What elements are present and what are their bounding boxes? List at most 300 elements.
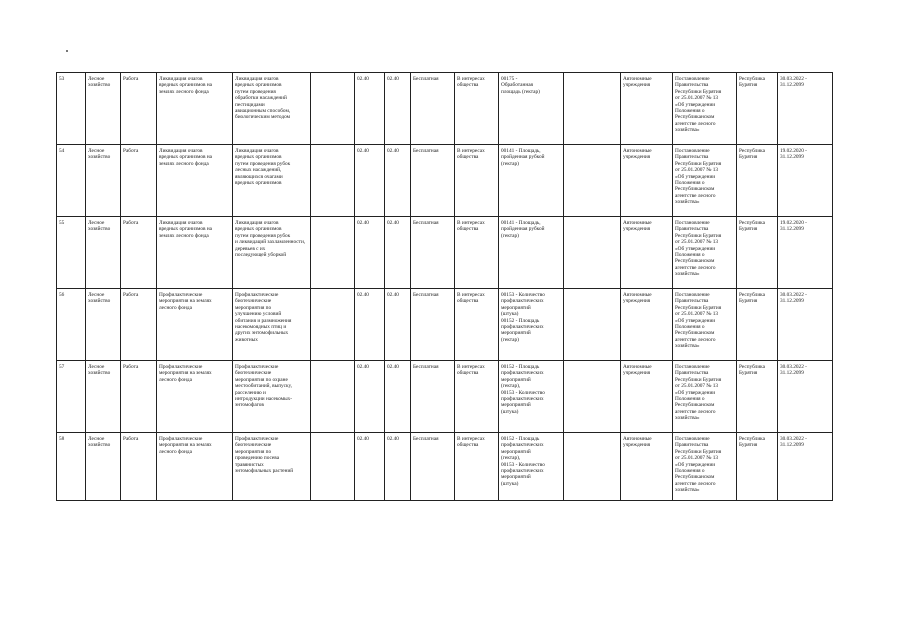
cell-line: от 25.01.2007 № 13 <box>675 239 719 246</box>
registry-table <box>56 72 833 501</box>
type-cell: Работа <box>121 361 157 433</box>
consumer-category-cell <box>455 73 499 145</box>
institution-type-cell <box>621 145 673 217</box>
cell-line: лесного фонда <box>159 448 192 455</box>
cell-line: вредных организмов <box>235 226 282 233</box>
cell-line: Профилактические <box>159 436 203 442</box>
cell-line: 00152 - Площадь <box>501 436 540 442</box>
cell-line: Правительства <box>675 82 709 89</box>
cell-line: энтомофагов <box>235 402 264 409</box>
cell-line: от 25.01.2007 № 13 <box>675 95 719 102</box>
activity-sphere-cell <box>86 361 121 433</box>
okved-code-cell: 02.40 <box>355 289 385 361</box>
cell-line: лесного фонда <box>159 304 192 311</box>
region-cell <box>737 361 778 433</box>
cell-line: (штука) <box>501 480 519 487</box>
cell-line: расселению и <box>235 389 266 396</box>
cell-line: учреждения <box>623 82 651 89</box>
row-number-cell: 57 <box>57 361 86 433</box>
okved-code-2-cell: 02.40 <box>385 289 411 361</box>
cell-line: землях лесного фонда <box>159 232 209 239</box>
cell-line: пройденная рубкой <box>501 154 545 161</box>
cell-line: Республиканском <box>675 330 715 337</box>
cell-line: Постановление <box>675 220 710 226</box>
cell-line: В интересах <box>457 220 485 226</box>
payment-type-cell: Бесплатная <box>411 217 455 289</box>
cell-line: землях лесного фонда <box>159 160 209 167</box>
volume-indicator-cell <box>499 289 564 361</box>
cell-line: профилактических <box>501 396 544 403</box>
cell-line: вредных организмов на <box>159 82 213 89</box>
cell-line: лесных насаждений, <box>235 167 282 174</box>
cell-line: Республика <box>739 148 766 154</box>
cell-line: Положения о <box>675 180 705 187</box>
cell-line: Лесное <box>88 364 105 370</box>
cell-line: 30.03.2022 - <box>780 364 807 370</box>
cell-line: общества <box>457 226 479 233</box>
cell-line: Бурятия <box>739 154 758 161</box>
cell-line: хозяйство <box>88 298 111 305</box>
okved-code-cell: 02.40 <box>355 361 385 433</box>
cell-line: В интересах <box>457 148 485 154</box>
service-content-cell <box>233 361 311 433</box>
cell-line: «Об утверждении <box>675 461 716 468</box>
cell-line: Правительства <box>675 442 709 449</box>
institution-type-cell <box>621 217 673 289</box>
institution-type-cell <box>621 361 673 433</box>
region-cell <box>737 145 778 217</box>
validity-period-cell <box>778 361 833 433</box>
cell-line: Постановление <box>675 364 710 370</box>
empty-cell-2 <box>564 289 621 361</box>
type-cell: Работа <box>121 433 157 501</box>
volume-indicator-cell <box>499 73 564 145</box>
payment-type-cell: Бесплатная <box>411 361 455 433</box>
type-cell: Работа <box>121 73 157 145</box>
cell-line: мероприятий <box>501 448 531 455</box>
cell-line: Республиканском <box>675 474 715 481</box>
cell-line: хозяйство <box>88 370 111 377</box>
cell-line: Правительства <box>675 226 709 233</box>
validity-period-cell <box>778 289 833 361</box>
table-row <box>57 73 833 145</box>
cell-line: Ликвидация очагов <box>235 148 279 154</box>
cell-line: профилактических <box>501 298 544 305</box>
cell-line: проведению посева <box>235 455 280 462</box>
consumer-category-cell <box>455 361 499 433</box>
cell-line: интродукции насекомых- <box>235 396 293 403</box>
region-cell <box>737 217 778 289</box>
cell-line: мероприятия по <box>235 448 272 455</box>
cell-line: Постановление <box>675 292 710 298</box>
empty-cell <box>311 145 355 217</box>
cell-line: хозяйство <box>88 442 111 449</box>
cell-line: хозяйства» <box>675 487 700 494</box>
payment-type-cell: Бесплатная <box>411 145 455 217</box>
cell-line: хозяйство <box>88 82 111 89</box>
activity-sphere-cell <box>86 217 121 289</box>
cell-line: общества <box>457 442 479 449</box>
cell-line: учреждения <box>623 370 651 377</box>
cell-line: вредных организмов на <box>159 154 213 161</box>
cell-line: Бурятия <box>739 442 758 449</box>
okved-code-2-cell: 02.40 <box>385 145 411 217</box>
cell-line: мероприятия по охране <box>235 376 288 383</box>
cell-line: насекомоядных птиц и <box>235 324 287 331</box>
cell-line: местообитаний, выпуску, <box>235 383 292 390</box>
cell-line: агентстве лесного <box>675 192 716 199</box>
cell-line: Республиканском <box>675 402 715 409</box>
cell-line: путем проведения <box>235 88 276 95</box>
cell-line: Профилактические <box>159 364 203 370</box>
okved-code-cell: 02.40 <box>355 145 385 217</box>
cell-line: «Об утверждении <box>675 173 716 180</box>
cell-line: вредных организмов <box>235 154 282 161</box>
okved-code-2-cell: 02.40 <box>385 73 411 145</box>
cell-line: общества <box>457 154 479 161</box>
cell-line: хозяйство <box>88 226 111 233</box>
cell-line: профилактических <box>501 370 544 377</box>
cell-line: (гектар) <box>501 160 519 167</box>
table-body <box>57 73 833 501</box>
cell-line: Ликвидация очагов <box>159 220 203 226</box>
payment-type-cell: Бесплатная <box>411 289 455 361</box>
empty-cell-2 <box>564 145 621 217</box>
cell-line: Правительства <box>675 298 709 305</box>
service-content-cell <box>233 289 311 361</box>
cell-line: биологическим методом <box>235 114 291 121</box>
cell-line: Республики Бурятия <box>675 304 722 311</box>
cell-line: лесного фонда <box>159 376 192 383</box>
okved-code-cell: 02.40 <box>355 73 385 145</box>
legal-basis-cell <box>673 289 737 361</box>
table-row <box>57 433 833 501</box>
empty-cell <box>311 289 355 361</box>
region-cell <box>737 289 778 361</box>
cell-line: деревьев с их <box>235 245 266 252</box>
cell-line: мероприятий <box>501 402 531 409</box>
cell-line: Автономные <box>623 76 652 82</box>
cell-line: мероприятий <box>501 376 531 383</box>
cell-line: обработки насаждений <box>235 95 287 102</box>
service-name-cell <box>157 361 233 433</box>
row-number-cell: 53 <box>57 73 86 145</box>
okved-code-2-cell: 02.40 <box>385 361 411 433</box>
volume-indicator-cell <box>499 433 564 501</box>
cell-line: «Об утверждении <box>675 245 716 252</box>
okved-code-2-cell: 02.40 <box>385 217 411 289</box>
table-row <box>57 217 833 289</box>
empty-cell <box>311 433 355 501</box>
cell-line: обитания и размножения <box>235 317 292 324</box>
cell-line: общества <box>457 298 479 305</box>
cell-line: хозяйство <box>88 154 111 161</box>
legal-basis-cell <box>673 433 737 501</box>
cell-line: В интересах <box>457 436 485 442</box>
cell-line: Республика <box>739 436 766 442</box>
institution-type-cell <box>621 433 673 501</box>
cell-line: Положения о <box>675 108 705 115</box>
cell-line: мероприятия на землях <box>159 298 212 305</box>
type-cell: Работа <box>121 217 157 289</box>
cell-line: энтомофильных растений <box>235 468 294 475</box>
cell-line: 31.12.2099 <box>780 82 804 89</box>
cell-line: (гектар), <box>501 383 521 390</box>
row-number-cell: 58 <box>57 433 86 501</box>
cell-line: Постановление <box>675 436 710 442</box>
cell-line: Профилактические <box>235 292 279 298</box>
cell-line: и ликвидаций захламленности, <box>235 239 306 246</box>
cell-line: 31.12.2099 <box>780 154 804 161</box>
cell-line: Автономные <box>623 436 652 442</box>
cell-line: профилактических <box>501 468 544 475</box>
cell-line: путем проведения рубок <box>235 160 291 167</box>
scan-speck <box>66 50 68 52</box>
cell-line: других энтомофильных <box>235 330 289 337</box>
cell-line: профилактических <box>501 442 544 449</box>
cell-line: 00153 - Количество <box>501 461 545 468</box>
volume-indicator-cell <box>499 217 564 289</box>
cell-line: 00175 - <box>501 76 518 82</box>
cell-line: агентстве лесного <box>675 120 716 127</box>
cell-line: (гектар) <box>501 232 519 239</box>
cell-line: Ликвидация очагов <box>235 220 279 226</box>
cell-line: площадь (гектар) <box>501 88 540 95</box>
activity-sphere-cell <box>86 145 121 217</box>
cell-line: хозяйства» <box>675 127 700 134</box>
cell-line: Республики Бурятия <box>675 232 722 239</box>
cell-line: мероприятия на землях <box>159 370 212 377</box>
cell-line: «Об утверждении <box>675 317 716 324</box>
type-cell: Работа <box>121 289 157 361</box>
legal-basis-cell <box>673 145 737 217</box>
cell-line: агентстве лесного <box>675 336 716 343</box>
cell-line: учреждения <box>623 226 651 233</box>
cell-line: Республика <box>739 220 766 226</box>
activity-sphere-cell <box>86 289 121 361</box>
cell-line: 19.02.2020 - <box>780 220 807 226</box>
cell-line: В интересах <box>457 292 485 298</box>
table-row <box>57 361 833 433</box>
service-name-cell <box>157 145 233 217</box>
cell-line: Положения о <box>675 252 705 259</box>
cell-line: Республиканском <box>675 186 715 193</box>
cell-line: мероприятий <box>501 474 531 481</box>
cell-line: Профилактические <box>235 364 279 370</box>
validity-period-cell <box>778 217 833 289</box>
service-content-cell <box>233 145 311 217</box>
cell-line: вредных организмов <box>235 180 282 187</box>
cell-line: Постановление <box>675 76 710 82</box>
empty-cell <box>311 217 355 289</box>
cell-line: Автономные <box>623 364 652 370</box>
cell-line: 31.12.2099 <box>780 370 804 377</box>
cell-line: В интересах <box>457 364 485 370</box>
consumer-category-cell <box>455 289 499 361</box>
cell-line: Лесное <box>88 436 105 442</box>
cell-line: 00141 - Площадь, <box>501 148 541 154</box>
cell-line: учреждения <box>623 442 651 449</box>
cell-line: Лесное <box>88 148 105 154</box>
cell-line: Республика <box>739 292 766 298</box>
cell-line: 00153 - Количество <box>501 292 545 298</box>
volume-indicator-cell <box>499 145 564 217</box>
cell-line: Правительства <box>675 154 709 161</box>
cell-line: (штука) <box>501 311 519 318</box>
institution-type-cell <box>621 289 673 361</box>
cell-line: «Об утверждении <box>675 389 716 396</box>
cell-line: путем проведения рубок <box>235 232 291 239</box>
cell-line: Бурятия <box>739 82 758 89</box>
service-content-cell <box>233 217 311 289</box>
empty-cell-2 <box>564 361 621 433</box>
cell-line: «Об утверждении <box>675 101 716 108</box>
cell-line: 30.03.2022 - <box>780 436 807 442</box>
volume-indicator-cell <box>499 361 564 433</box>
cell-line: Республики Бурятия <box>675 448 722 455</box>
legal-basis-cell <box>673 217 737 289</box>
cell-line: последующей уборкой <box>235 252 287 259</box>
service-content-cell <box>233 433 311 501</box>
cell-line: от 25.01.2007 № 13 <box>675 455 719 462</box>
cell-line: Правительства <box>675 370 709 377</box>
legal-basis-cell <box>673 73 737 145</box>
empty-cell-2 <box>564 433 621 501</box>
cell-line: 31.12.2099 <box>780 442 804 449</box>
validity-period-cell <box>778 433 833 501</box>
consumer-category-cell <box>455 145 499 217</box>
cell-line: авиационным способом, <box>235 108 291 115</box>
cell-line: учреждения <box>623 298 651 305</box>
cell-line: общества <box>457 370 479 377</box>
cell-line: являющихся очагами <box>235 173 283 180</box>
service-name-cell <box>157 217 233 289</box>
cell-line: от 25.01.2007 № 13 <box>675 167 719 174</box>
okved-code-2-cell: 02.40 <box>385 433 411 501</box>
validity-period-cell <box>778 73 833 145</box>
activity-sphere-cell <box>86 73 121 145</box>
cell-line: Республики Бурятия <box>675 160 722 167</box>
validity-period-cell <box>778 145 833 217</box>
cell-line: Бурятия <box>739 226 758 233</box>
cell-line: агентстве лесного <box>675 480 716 487</box>
cell-line: Бурятия <box>739 370 758 377</box>
service-name-cell <box>157 73 233 145</box>
cell-line: 00153 - Количество <box>501 389 545 396</box>
cell-line: биотехнические <box>235 442 272 449</box>
cell-line: улучшению условий <box>235 311 282 318</box>
cell-line: 00152 - Площадь <box>501 364 540 370</box>
cell-line: вредных организмов на <box>159 226 213 233</box>
legal-basis-cell <box>673 361 737 433</box>
service-content-cell <box>233 73 311 145</box>
region-cell <box>737 433 778 501</box>
cell-line: Республика <box>739 76 766 82</box>
cell-line: мероприятий <box>501 304 531 311</box>
cell-line: Республики Бурятия <box>675 376 722 383</box>
type-cell: Работа <box>121 145 157 217</box>
cell-line: землях лесного фонда <box>159 88 209 95</box>
cell-line: Республиканском <box>675 114 715 121</box>
region-cell <box>737 73 778 145</box>
cell-line: профилактических <box>501 324 544 331</box>
cell-line: Ликвидация очагов <box>159 76 203 82</box>
cell-line: (штука) <box>501 408 519 415</box>
table-row <box>57 289 833 361</box>
cell-line: хозяйства» <box>675 415 700 422</box>
empty-cell-2 <box>564 217 621 289</box>
row-number-cell: 54 <box>57 145 86 217</box>
empty-cell <box>311 361 355 433</box>
cell-line: Постановление <box>675 148 710 154</box>
cell-line: агентстве лесного <box>675 264 716 271</box>
cell-line: животных <box>235 336 258 343</box>
cell-line: Положения о <box>675 468 705 475</box>
cell-line: общества <box>457 82 479 89</box>
cell-line: Обработанная <box>501 82 533 89</box>
cell-line: Автономные <box>623 148 652 154</box>
cell-line: Автономные <box>623 292 652 298</box>
cell-line: Профилактические <box>235 436 279 442</box>
cell-line: Республика <box>739 364 766 370</box>
cell-line: Республики Бурятия <box>675 88 722 95</box>
cell-line: 31.12.2099 <box>780 298 804 305</box>
cell-line: пройденная рубкой <box>501 226 545 233</box>
payment-type-cell: Бесплатная <box>411 433 455 501</box>
cell-line: учреждения <box>623 154 651 161</box>
cell-line: 31.12.2099 <box>780 226 804 233</box>
cell-line: Ликвидация очагов <box>159 148 203 154</box>
cell-line: Лесное <box>88 292 105 298</box>
cell-line: агентстве лесного <box>675 408 716 415</box>
cell-line: (гектар), <box>501 455 521 462</box>
service-name-cell <box>157 289 233 361</box>
consumer-category-cell <box>455 433 499 501</box>
cell-line: 30.03.2022 - <box>780 76 807 82</box>
cell-line: Автономные <box>623 220 652 226</box>
cell-line: мероприятия по <box>235 304 272 311</box>
cell-line: хозяйства» <box>675 343 700 350</box>
cell-line: хозяйства» <box>675 199 700 206</box>
service-name-cell <box>157 433 233 501</box>
okved-code-cell: 02.40 <box>355 433 385 501</box>
cell-line: Бурятия <box>739 298 758 305</box>
cell-line: 00152 - Площадь <box>501 317 540 324</box>
cell-line: пестицидами <box>235 101 265 108</box>
row-number-cell: 55 <box>57 217 86 289</box>
cell-line: мероприятия на землях <box>159 442 212 449</box>
cell-line: от 25.01.2007 № 13 <box>675 311 719 318</box>
cell-line: Положения о <box>675 396 705 403</box>
cell-line: от 25.01.2007 № 13 <box>675 383 719 390</box>
cell-line: Положения о <box>675 324 705 331</box>
cell-line: 19.02.2020 - <box>780 148 807 154</box>
cell-line: 00141 - Площадь, <box>501 220 541 226</box>
cell-line: Республиканском <box>675 258 715 265</box>
cell-line: травянистых <box>235 461 264 468</box>
cell-line: В интересах <box>457 76 485 82</box>
consumer-category-cell <box>455 217 499 289</box>
institution-type-cell <box>621 73 673 145</box>
okved-code-cell: 02.40 <box>355 217 385 289</box>
cell-line: Ликвидация очагов <box>235 76 279 82</box>
cell-line: биотехнические <box>235 370 272 377</box>
payment-type-cell: Бесплатная <box>411 73 455 145</box>
cell-line: Лесное <box>88 76 105 82</box>
table-row <box>57 145 833 217</box>
cell-line: хозяйства» <box>675 271 700 278</box>
cell-line: биотехнические <box>235 298 272 305</box>
